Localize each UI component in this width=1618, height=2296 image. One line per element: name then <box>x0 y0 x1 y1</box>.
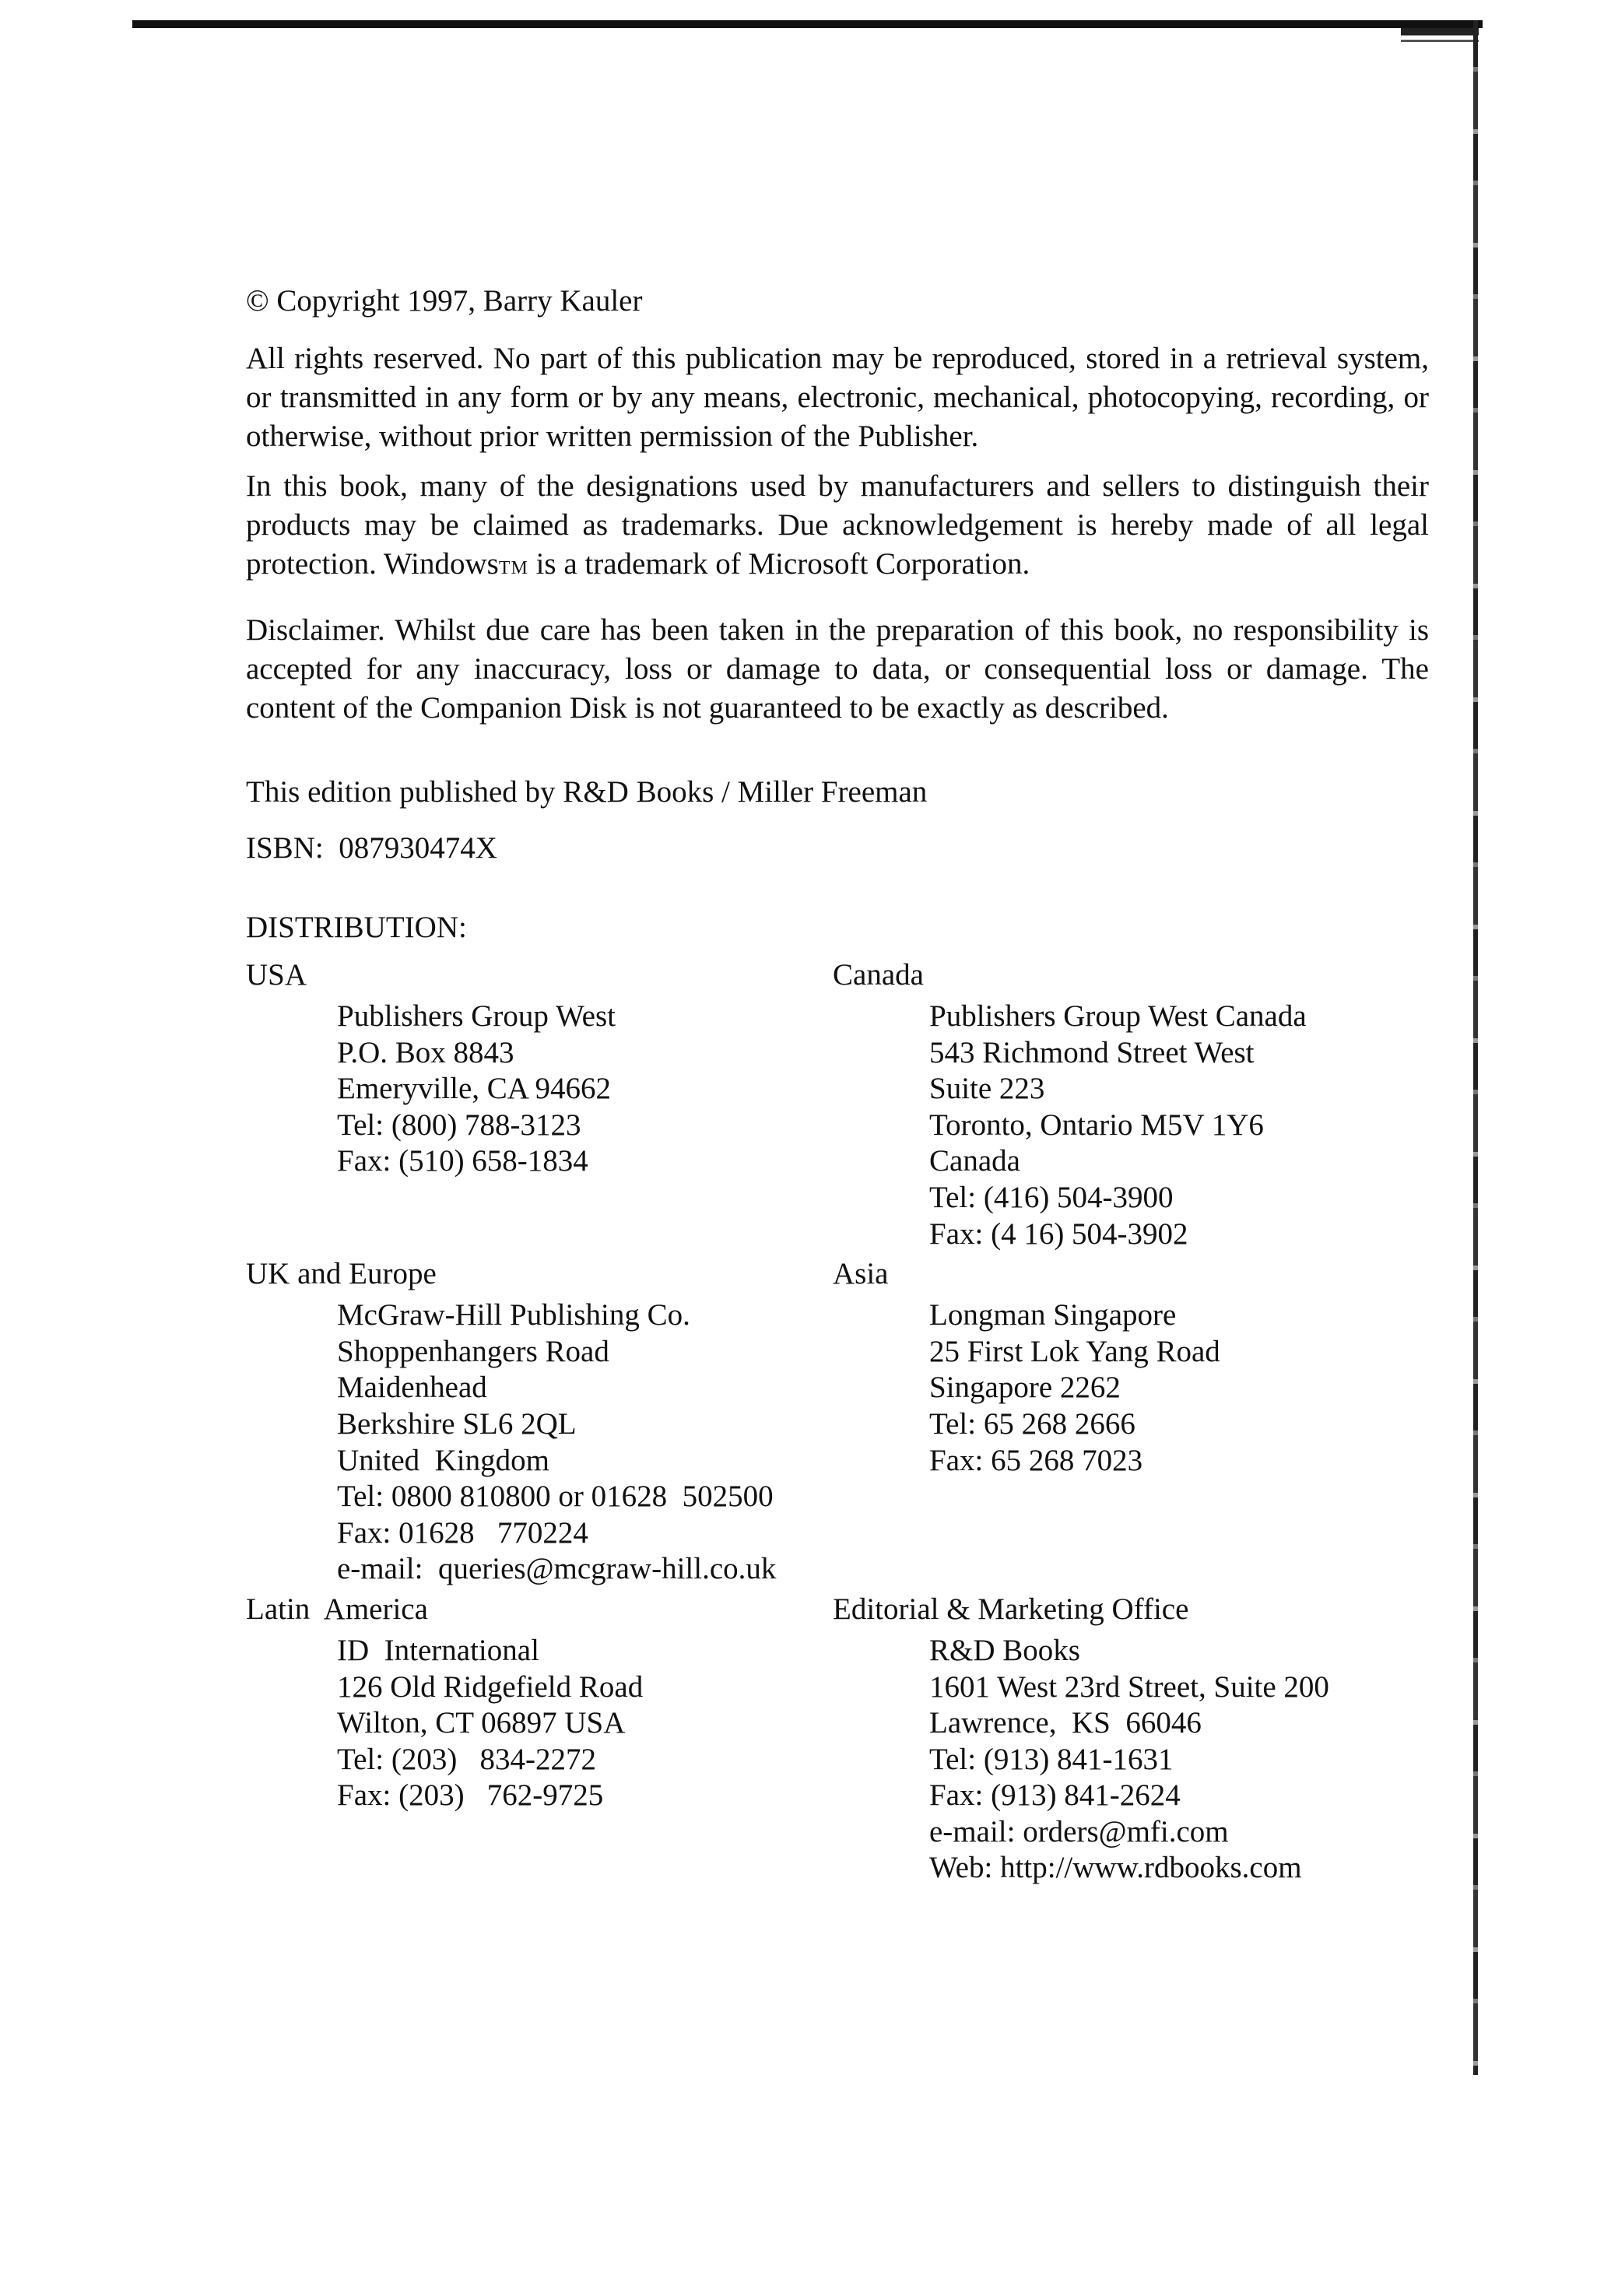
isbn-line: ISBN: 087930474X <box>246 831 497 865</box>
address-line: Tel: (203) 834-2272 <box>337 1742 597 1776</box>
distributor-canada <box>833 957 1429 1252</box>
trademark-text: In this book, many of the designations used by manufacturers and sellers to distinguish their products may be claimed as trademarks. Due acknowledgement is hereby made of all legal protection. Windows <box>246 469 1429 581</box>
trademark-symbol: TM <box>498 558 528 578</box>
distribution-heading: DISTRIBUTION: <box>246 911 467 944</box>
address-line: Tel: (800) 788-3123 <box>337 1108 581 1142</box>
address-line: Fax: (510) 658-1834 <box>337 1144 588 1178</box>
address-line: McGraw-Hill Publishing Co. <box>337 1298 690 1332</box>
email-line: e-mail: queries@mcgraw-hill.co.uk <box>337 1552 777 1586</box>
scan-right-edge <box>1473 20 1478 2075</box>
trademark-paragraph <box>246 467 1429 588</box>
region-name: Latin America <box>246 1592 428 1626</box>
address-line: Fax: (913) 841-2624 <box>929 1778 1181 1813</box>
address-line: Publishers Group West Canada <box>929 999 1307 1033</box>
address-line: United Kingdom <box>337 1443 549 1477</box>
edition-line: This edition published by R&D Books / Miller Freeman <box>246 775 928 809</box>
address-block <box>337 999 837 1180</box>
address-line: Toronto, Ontario M5V 1Y6 <box>929 1108 1264 1142</box>
region-name: Editorial & Marketing Office <box>833 1592 1189 1626</box>
address-line: Longman Singapore <box>929 1298 1177 1332</box>
address-line: Singapore 2262 <box>929 1371 1121 1405</box>
address-line: 543 Richmond Street West <box>929 1035 1255 1069</box>
address-line: P.O. Box 8843 <box>337 1035 514 1069</box>
address-line: Publishers Group West <box>337 999 616 1033</box>
distribution-grid <box>246 957 1429 1890</box>
address-line: ID International <box>337 1633 539 1667</box>
address-line: Fax: (203) 762-9725 <box>337 1778 604 1813</box>
address-line: 126 Old Ridgefield Road <box>337 1669 644 1704</box>
scan-top-rule <box>132 20 1483 28</box>
address-line: Canada <box>929 1144 1020 1178</box>
address-line: Fax: (4 16) 504-3902 <box>929 1216 1188 1251</box>
region-name: USA <box>246 958 307 992</box>
address-line: Tel: 0800 810800 or 01628 502500 <box>337 1480 774 1514</box>
distributor-asia <box>833 1255 1429 1588</box>
address-line: 1601 West 23rd Street, Suite 200 <box>929 1669 1329 1704</box>
region-name: Canada <box>833 958 924 992</box>
distributor-editorial-office <box>833 1591 1429 1887</box>
address-line: Emeryville, CA 94662 <box>337 1072 612 1106</box>
address-block <box>337 1633 837 1814</box>
distributor-usa <box>246 957 837 1252</box>
address-block <box>929 1297 1429 1479</box>
address-line: Tel: (913) 841-1631 <box>929 1742 1174 1776</box>
address-block <box>929 999 1429 1252</box>
scan-rule-artifact <box>1401 28 1479 58</box>
address-block <box>929 1633 1429 1887</box>
address-line: Fax: 65 268 7023 <box>929 1443 1143 1477</box>
email-line: e-mail: orders@mfi.com <box>929 1814 1229 1848</box>
web-line: Web: http://www.rdbooks.com <box>929 1851 1302 1885</box>
trademark-text-end: is a trademark of Microsoft Corporation. <box>528 547 1030 581</box>
address-line: Lawrence, KS 66046 <box>929 1706 1202 1740</box>
distributor-latin-america <box>246 1591 837 1887</box>
copyright-page <box>246 282 1429 1890</box>
address-line: Tel: (416) 504-3900 <box>929 1180 1174 1214</box>
address-line: R&D Books <box>929 1633 1080 1667</box>
address-line: Shoppenhangers Road <box>337 1334 609 1368</box>
distributor-uk-europe <box>246 1255 837 1588</box>
copyright-line: © Copyright 1997, Barry Kauler <box>246 284 643 318</box>
address-block <box>337 1297 837 1588</box>
address-line: Maidenhead <box>337 1371 487 1405</box>
region-name: UK and Europe <box>246 1257 437 1291</box>
address-line: Fax: 01628 770224 <box>337 1515 588 1550</box>
rights-paragraph: All rights reserved. No part of this publication may be reproduced, stored in a retrieval system, or transmitted in any form or by any means, electronic, mechanical, photocopying, recording, or otherwise, without prior written permission of the Publisher. <box>246 342 1429 453</box>
address-line: Berkshire SL6 2QL <box>337 1406 577 1441</box>
region-name: Asia <box>833 1257 889 1291</box>
address-line: Tel: 65 268 2666 <box>929 1406 1135 1441</box>
address-line: 25 First Lok Yang Road <box>929 1334 1220 1368</box>
address-line: Suite 223 <box>929 1072 1045 1106</box>
address-line: Wilton, CT 06897 USA <box>337 1706 626 1740</box>
disclaimer-paragraph: Disclaimer. Whilst due care has been taken in the preparation of this book, no responsibility is accepted for any inaccuracy, loss or damage to data, or consequential loss or damage. The content of the Companion Disk is not guaranteed to be exactly as described. <box>246 613 1429 725</box>
